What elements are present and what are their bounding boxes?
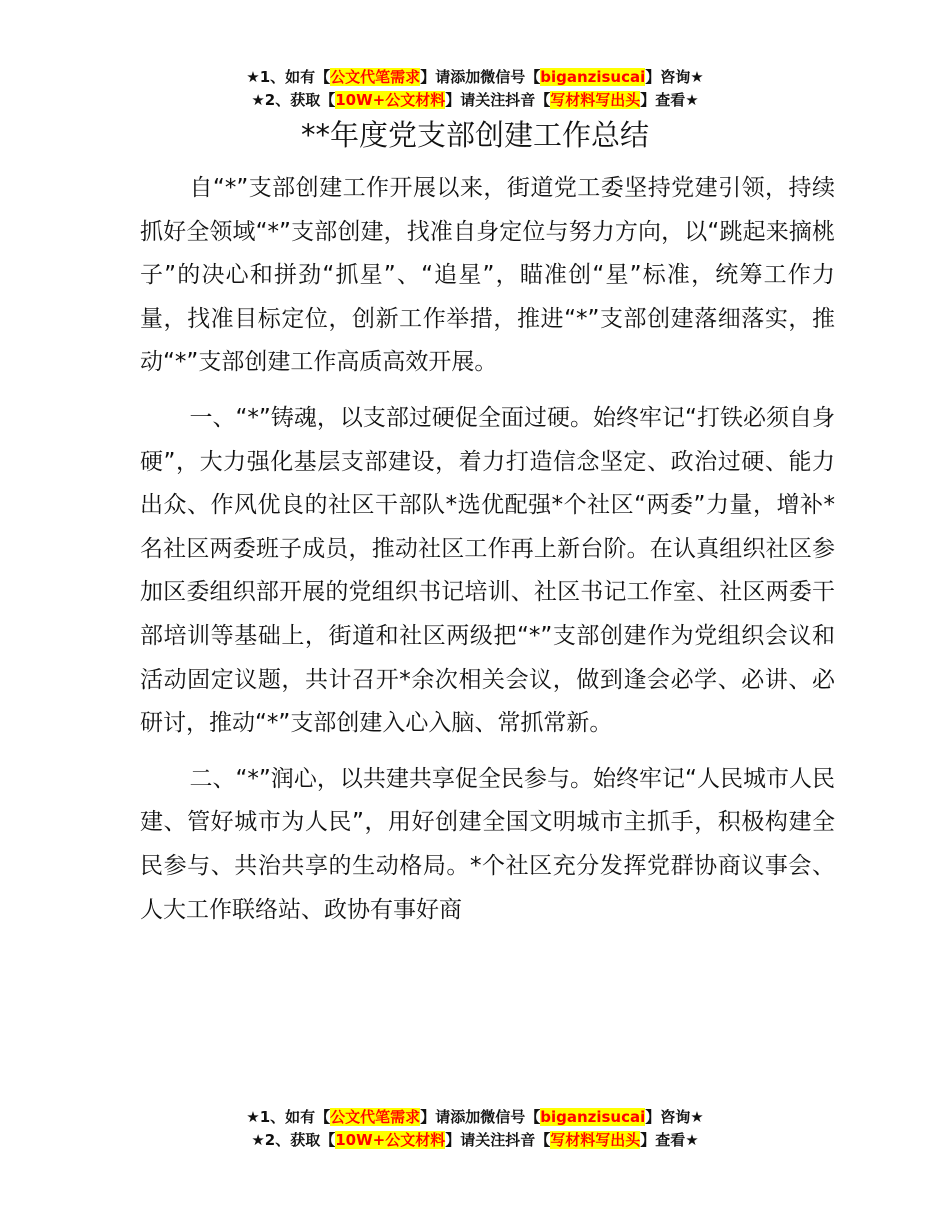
promo-line-2-suffix: 】查看★ <box>640 1131 699 1149</box>
promo-highlight-wechat-id: biganzisucai <box>540 68 646 86</box>
promo-line-1-mid: 】请添加微信号【 <box>420 68 541 86</box>
promo-highlight-wechat-id: biganzisucai <box>540 1108 646 1126</box>
promo-line-1-mid: 】请添加微信号【 <box>420 1108 541 1126</box>
promo-highlight-writing-service: 公文代笔需求 <box>330 1108 421 1126</box>
promo-line-1-prefix: ★1、如有【 <box>246 68 331 86</box>
promo-highlight-materials: 10W+公文材料 <box>335 1131 446 1149</box>
paragraph-section-two: 二、“*”润心，以共建共享促全民参与。始终牢记“人民城市人民建、管好城市为人民”，用好创建全国文明城市主抓手，积极构建全民参与、共治共享的生动格局。*个社区充分发挥党群协商议事会、人大工作联络站、政协有事好商 <box>140 765 835 923</box>
promo-banner-bottom <box>0 1106 950 1152</box>
promo-line-2-mid: 】请关注抖音【 <box>445 1131 551 1149</box>
promo-line-2-mid: 】请关注抖音【 <box>445 91 551 109</box>
document-body <box>140 167 835 944</box>
promo-highlight-douyin-account: 写材料写出头 <box>550 91 641 109</box>
paragraph-intro: 自“*”支部创建工作开展以来，街道党工委坚持党建引领，持续抓好全领域“*”支部创建，找准自身定位与努力方向，以“跳起来摘桃子”的决心和拼劲“抓星”、“追星”，瞄准创“星”标准，统筹工作力量，找准目标定位，创新工作举措，推进“*”支部创建落细落实，推动“*”支部创建工作高质高效开展。 <box>140 175 835 376</box>
promo-line-2-suffix: 】查看★ <box>640 91 699 109</box>
promo-line-2-prefix: ★2、获取【 <box>251 91 336 109</box>
document-title: **年度党支部创建工作总结 <box>300 118 649 152</box>
promo-line-2 <box>0 89 950 112</box>
promo-line-1 <box>0 66 950 89</box>
promo-line-1 <box>0 1106 950 1129</box>
promo-banner-top <box>0 66 950 112</box>
promo-line-1-suffix: 】咨询★ <box>645 1108 704 1126</box>
promo-line-2 <box>0 1129 950 1152</box>
promo-highlight-materials: 10W+公文材料 <box>335 91 446 109</box>
paragraph-section-one: 一、“*”铸魂，以支部过硬促全面过硬。始终牢记“打铁必须自身硬”，大力强化基层支部建设，着力打造信念坚定、政治过硬、能力出众、作风优良的社区干部队*选优配强*个社区“两委”力量，增补*名社区两委班子成员，推动社区工作再上新台阶。在认真组织社区参加区委组织部开展的党组织书记培训、社区书记工作室、社区两委干部培训等基础上，街道和社区两级把“*”支部创建作为党组织会议和活动固定议题，共计召开*余次相关会议，做到逢会必学、必讲、必研讨，推动“*”支部创建入心入脑、常抓常新。 <box>140 404 835 737</box>
promo-line-1-suffix: 】咨询★ <box>645 68 704 86</box>
promo-highlight-douyin-account: 写材料写出头 <box>550 1131 641 1149</box>
promo-highlight-writing-service: 公文代笔需求 <box>330 68 421 86</box>
promo-line-1-prefix: ★1、如有【 <box>246 1108 331 1126</box>
promo-line-2-prefix: ★2、获取【 <box>251 1131 336 1149</box>
